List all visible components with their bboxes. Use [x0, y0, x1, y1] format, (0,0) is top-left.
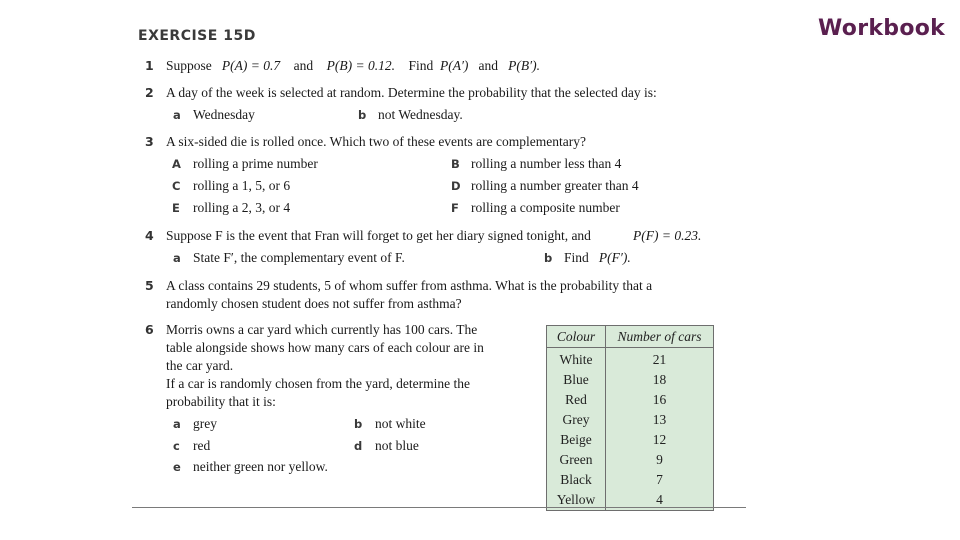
colour-cell: Black [560, 472, 592, 487]
colour-cell: Yellow [556, 492, 596, 507]
q2-a-text: Wednesday [193, 107, 255, 122]
q1-and2: and [478, 58, 499, 73]
q6-d-label: d [354, 439, 363, 453]
q2-b-text: not Wednesday. [378, 107, 463, 122]
q1-and1: and [293, 58, 314, 73]
q6-e-text: neither green nor yellow. [193, 459, 328, 474]
car-colour-table [546, 325, 714, 511]
q3-C-label: C [172, 179, 181, 193]
count-cell: 16 [652, 392, 667, 407]
colour-cell: Beige [560, 432, 592, 447]
q4-number: 4 [145, 228, 154, 243]
table-body [547, 348, 713, 510]
q6-line4: If a car is randomly chosen from the yard, determine the [166, 376, 471, 391]
q3-E-label: E [172, 201, 180, 215]
q3-D-label: D [451, 179, 461, 193]
q5-number: 5 [145, 278, 154, 293]
q1-pre: Suppose [166, 58, 212, 73]
count-cell: 9 [656, 452, 663, 467]
q3-D-text: rolling a number greater than 4 [471, 178, 639, 193]
q1-number: 1 [145, 58, 154, 73]
q6-line3: the car yard. [166, 358, 234, 373]
bottom-divider [132, 507, 746, 508]
q3-F-text: rolling a composite number [471, 200, 620, 215]
colour-cell: Green [559, 452, 593, 467]
q3-text: A six-sided die is rolled once. Which two of these events are complementary? [166, 134, 586, 149]
colour-cell: Blue [563, 372, 589, 387]
q5-line1: A class contains 29 students, 5 of whom suffer from asthma. What is the probability that a [166, 278, 653, 293]
q4-a-label: a [173, 251, 181, 265]
q4-b-math: P(F′). [598, 250, 631, 265]
header-colour: Colour [547, 326, 606, 347]
q4-text: Suppose F is the event that Fran will forget to get her diary signed tonight, and [166, 228, 591, 243]
q6-number: 6 [145, 322, 154, 337]
q4-b-find: Find [564, 250, 589, 265]
q2-text: A day of the week is selected at random. Determine the probability that the selected day is: [166, 85, 657, 100]
colour-cell: White [559, 352, 593, 367]
q4-a-text: State F′, the complementary event of F. [193, 250, 405, 265]
q6-line5: probability that it is: [166, 394, 276, 409]
q4-pf: P(F) = 0.23. [633, 228, 702, 243]
table-header-row [547, 326, 713, 348]
q2-number: 2 [145, 85, 154, 100]
q4-b-text [564, 250, 631, 266]
workbook-label[interactable]: Workbook [818, 16, 946, 41]
q6-line1: Morris owns a car yard which currently has 100 cars. The [166, 322, 478, 337]
q1-pb: P(B) = 0.12. [326, 58, 395, 73]
q6-a-label: a [173, 417, 181, 431]
count-cell: 13 [652, 412, 667, 427]
q6-c-text: red [193, 438, 211, 453]
q6-b-label: b [354, 417, 363, 431]
colour-cell: Grey [562, 412, 590, 427]
q6-e-label: e [173, 460, 181, 474]
q3-B-text: rolling a number less than 4 [471, 156, 622, 171]
count-cell: 7 [656, 472, 663, 487]
q6-b-text: not white [375, 416, 426, 431]
q2-b-label: b [358, 108, 367, 122]
q6-line2: table alongside shows how many cars of each colour are in [166, 340, 484, 355]
q6-d-text: not blue [375, 438, 419, 453]
q6-c-label: c [173, 439, 180, 453]
q1-text [166, 58, 540, 74]
q3-E-text: rolling a 2, 3, or 4 [193, 200, 291, 215]
q4-b-label: b [544, 251, 553, 265]
q3-B-label: B [451, 157, 460, 171]
q3-A-text: rolling a prime number [193, 156, 318, 171]
q3-number: 3 [145, 134, 154, 149]
q3-C-text: rolling a 1, 5, or 6 [193, 178, 291, 193]
exercise-title: EXERCISE 15D [138, 28, 256, 44]
q2-a-label: a [173, 108, 181, 122]
q1-pac: P(A′) [439, 58, 469, 73]
count-cell: 12 [652, 432, 667, 447]
count-column [606, 348, 713, 510]
count-cell: 21 [652, 352, 667, 367]
header-number-of-cars: Number of cars [617, 329, 702, 344]
q6-a-text: grey [193, 416, 217, 431]
colour-column [547, 348, 606, 510]
q1-pa: P(A) = 0.7 [221, 58, 281, 73]
count-cell: 18 [652, 372, 667, 387]
q3-F-label: F [451, 201, 459, 215]
colour-cell: Red [565, 392, 587, 407]
count-cell: 4 [656, 492, 663, 507]
q1-find: Find [408, 58, 434, 73]
q3-A-label: A [172, 157, 181, 171]
q1-pbc: P(B′). [508, 58, 540, 73]
q5-line2: randomly chosen student does not suffer from asthma? [166, 296, 462, 311]
